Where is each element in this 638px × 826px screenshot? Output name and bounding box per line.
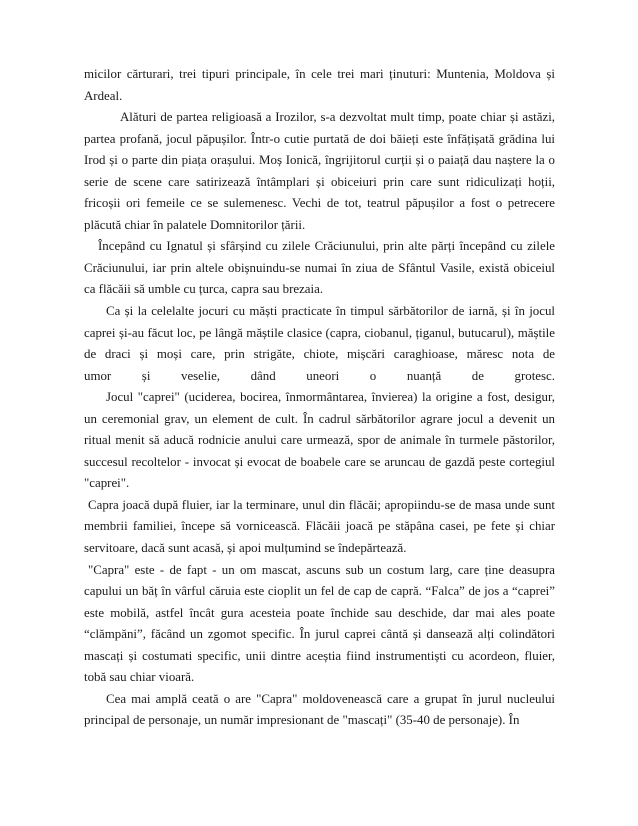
paragraph-moldavian-capra: Cea mai amplă ceată o are "Capra" moldovenească care a grupat în jurul nucleului principal de personaje, un număr impresionant de "mascați" (35-40 de personaje). În	[84, 691, 555, 728]
paragraph-capra-custom: Începând cu Ignatul și sfârșind cu zilele Crăciunului, prin alte părți începând cu zilele Crăciunului, iar prin altele obișnuindu-se numai în ziua de Sfântul Vasile, există obiceiul ca flăcăii să umble cu țurca, capra sau brezaia.	[84, 239, 555, 297]
body-text	[84, 64, 555, 732]
paragraph-ritual-origin: Jocul "caprei" (uciderea, bocirea, înmormântarea, învierea) la origine a fost, desigur, un ceremonial grav, un element de cult. În cadrul sărbătorilor agrare jocul a devenit un ritual menit să aducă rodnicie anului care urmează, spor de animale în turmele păstorilor, succesul recoltelor - invocat și evocat de boabele care se aruncau de gazdă peste cortegiul "caprei".	[84, 390, 555, 491]
paragraph-capra-dance: Capra joacă după fluier, iar la terminare, unul din flăcăi; apropiindu-se de masa unde sunt membrii familiei, începe să vornicească. Flăcăii joacă pe stăpâna casei, pe fete și chiar servitoare, dacă sunt acasă, și apoi mulțumind se îndepărtează.	[84, 497, 555, 556]
paragraph-capra-description: "Capra" este - de fapt - un om mascat, ascuns sub un costum larg, care ține deasupra capului un băț în vârful căruia este cioplit un fel de cap de capră. “Falca” de jos a “caprei” este mobilă, astfel încât gura acesteia poate închide sau deschide, dar mai ales poate “clămpăni”, făcând un zgomot specific. În jurul caprei cântă și dansează alți colindători mascați și costumati specific, unii dintre aceștia fiind instrumentiști cu acordeon, fluier, tobă sau chiar vioară.	[84, 562, 555, 685]
paragraph-masks-last-line: umor și veselie, dând uneori o nuanță de grotesc.	[84, 368, 555, 383]
paragraph-irozi-puppets: Alături de partea religioasă a Irozilor, s-a dezvoltat mult timp, poate chiar și astăzi, partea profană, jocul păpușilor. Într-o cutie purtată de doi băieți este înfățișată grădina lui Irod și o parte din piața orașului. Moș Ionică, îngrijitorul curții și o paiață dau naștere la o serie de scene care satirizează întâmplari și obiceiuri prin care sunt ridiculizați hoții, fricoșii ori femeile ce se sulemenesc. Vechi de tot, teatrul păpușilor a fost o petrecere plăcută chiar în palatele Domnitorilor țării.	[84, 110, 555, 232]
paragraph-masks: Ca și la celelalte jocuri cu măști practicate în timpul sărbătorilor de iarnă, și în jocul caprei și-au făcut loc, pe lângă măștile clasice (capra, ciobanul, țiganul, butucarul), măștile de draci și moși care, prin strigăte, chiote, mișcări caraghioase, măresc nota de	[84, 304, 555, 362]
paragraph-continuation: micilor cărturari, trei tipuri principale, în cele trei mari ținuturi: Muntenia, Moldova și Ardeal.	[84, 67, 555, 103]
